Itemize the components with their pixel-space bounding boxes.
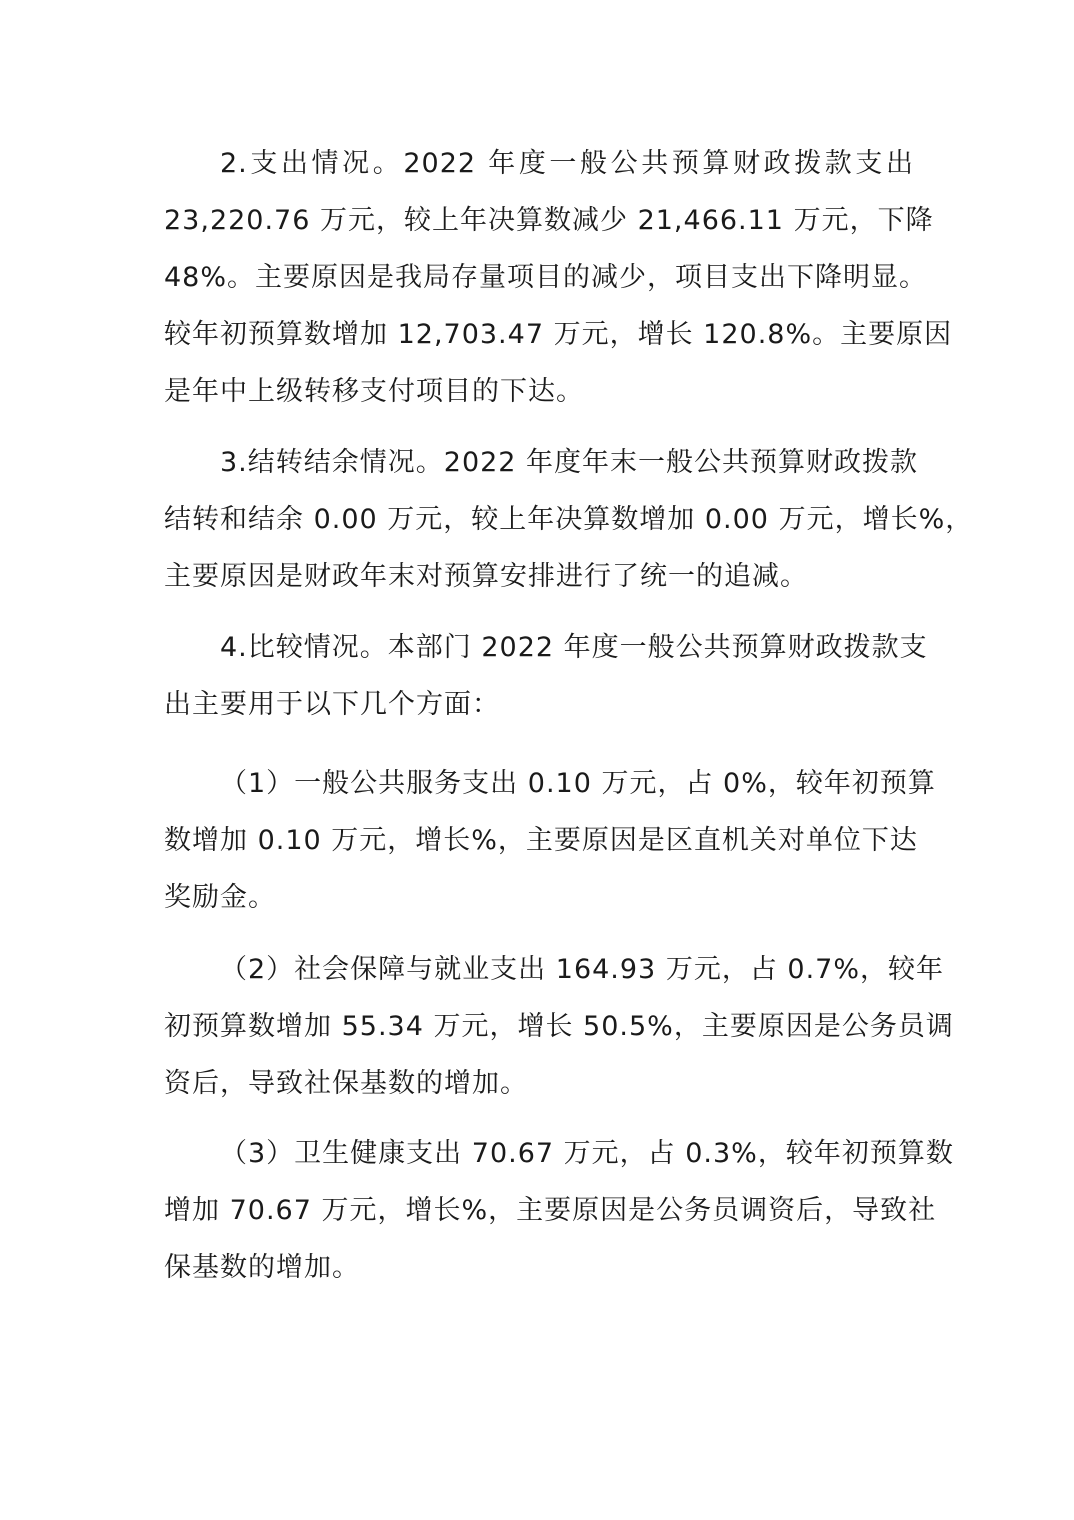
text-line: （3）卫生健康支出 70.67 万元，占 0.3%，较年初预算数 <box>220 1138 954 1169</box>
paragraph-expenditure <box>164 135 953 420</box>
paragraph-item-3 <box>164 1125 954 1296</box>
text-line: 3.结转结余情况。2022 年度年末一般公共预算财政拨款 <box>220 447 919 478</box>
text-line: 保基数的增加。 <box>164 1252 360 1283</box>
text-line: 初预算数增加 55.34 万元，增长 50.5%，主要原因是公务员调 <box>164 1011 954 1042</box>
text-line: 较年初预算数增加 12,703.47 万元，增长 120.8%。主要原因 <box>164 319 953 350</box>
text-line: 奖励金。 <box>164 882 276 913</box>
text-line: （2）社会保障与就业支出 164.93 万元，占 0.7%，较年 <box>220 954 944 985</box>
text-line: 4.比较情况。本部门 2022 年度一般公共预算财政拨款支 <box>220 632 928 663</box>
text-line: 48%。主要原因是我局存量项目的减少，项目支出下降明显。 <box>164 262 928 293</box>
paragraph-item-2 <box>164 941 954 1112</box>
text-line: 23,220.76 万元，较上年决算数减少 21,466.11 万元，下降 <box>164 205 934 236</box>
text-line: 增加 70.67 万元，增长%，主要原因是公务员调资后，导致社 <box>164 1195 937 1226</box>
text-line: 出主要用于以下几个方面： <box>164 689 500 720</box>
paragraph-carryover <box>164 434 974 605</box>
text-line: 2.支出情况。2022 年度一般公共预算财政拨款支出 <box>220 148 914 179</box>
text-line: 数增加 0.10 万元，增长%，主要原因是区直机关对单位下达 <box>164 825 918 856</box>
text-line: （1）一般公共服务支出 0.10 万元，占 0%，较年初预算 <box>220 768 936 799</box>
paragraph-comparison <box>164 619 928 733</box>
text-line: 资后，导致社保基数的增加。 <box>164 1068 528 1099</box>
paragraph-item-1 <box>164 755 936 926</box>
text-line: 主要原因是财政年末对预算安排进行了统一的追减。 <box>164 561 808 592</box>
text-line: 是年中上级转移支付项目的下达。 <box>164 376 584 407</box>
text-line: 结转和结余 0.00 万元，较上年决算数增加 0.00 万元，增长%， <box>164 504 974 535</box>
